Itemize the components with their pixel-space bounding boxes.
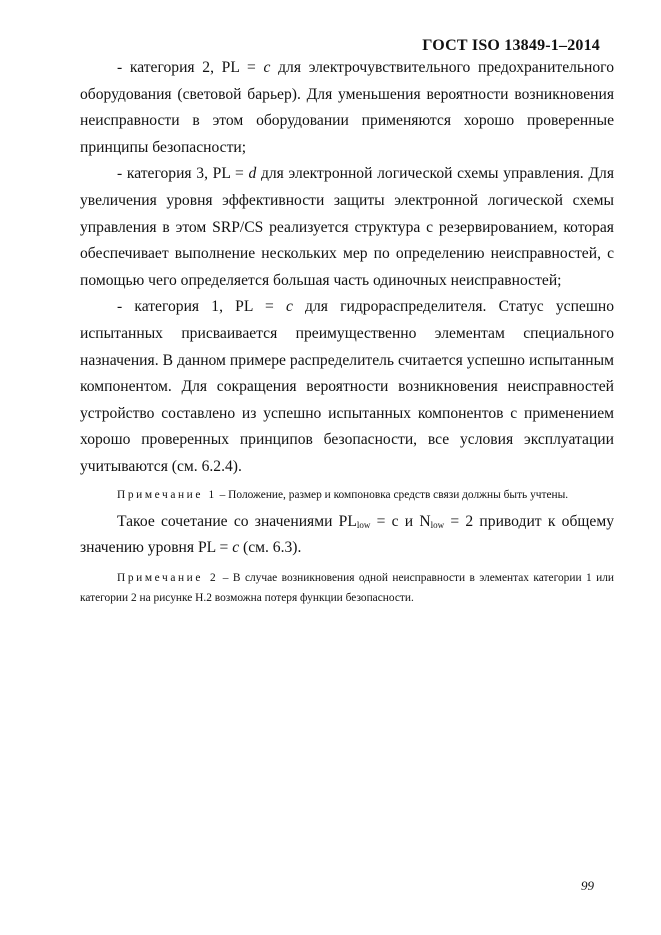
page-number: 99 [581,878,594,893]
document-header: ГОСТ ISO 13849-1–2014 [422,37,600,54]
paragraph-category-2: - категория 2, PL = c для электрочувствительного предохранительного оборудования (световой барьер). Для уменьшения вероятности возникновения неисправности в этом оборудовании применяются хорошо проверенные принципы безопасности; [80,59,614,156]
note-label: Примечание 2 [117,571,219,584]
note-label: Примечание 1 [117,488,217,501]
paragraph-combination: Такое сочетание со значениями $PL_{low} = c$ и $N_{low} = 2$ приводит к общему значению уровня PL = c (см. 6.3). [80,512,614,557]
note-2: Примечание 2 – В случае возникновения одной неисправности в элементах категории 1 или категории 2 на рисунке Н.2 возможна потеря функции безопасности. [80,571,614,604]
paragraph-category-3: - категория 3, PL = d для электронной логической схемы управления. Для увеличения уровня эффективности защиты электронной логической схемы управления в этом SRP/CS реализуется структура с резервированием, которая обеспечивает выполнение нескольких мер по определению неисправностей, с помощью чего определяется большая часть одиночных неисправностей; [80,165,614,289]
note-1: Примечание 1 – Положение, размер и компоновка средств связи должны быть учтены. [117,488,569,501]
document-body [80,55,614,612]
paragraph-category-1: - категория 1, PL = c для гидрораспределителя. Статус успешно испытанных присваивается преимущественно элементам специального назначения. В данном примере распределитель считается успешно испытанным компонентом. Для сокращения вероятности возникновения неисправностей устройство составлено из успешно испытанных компонентов с применением хорошо проверенных принципов безопасности, все условия эксплуатации учитываются (см. 6.2.4). [80,298,614,475]
